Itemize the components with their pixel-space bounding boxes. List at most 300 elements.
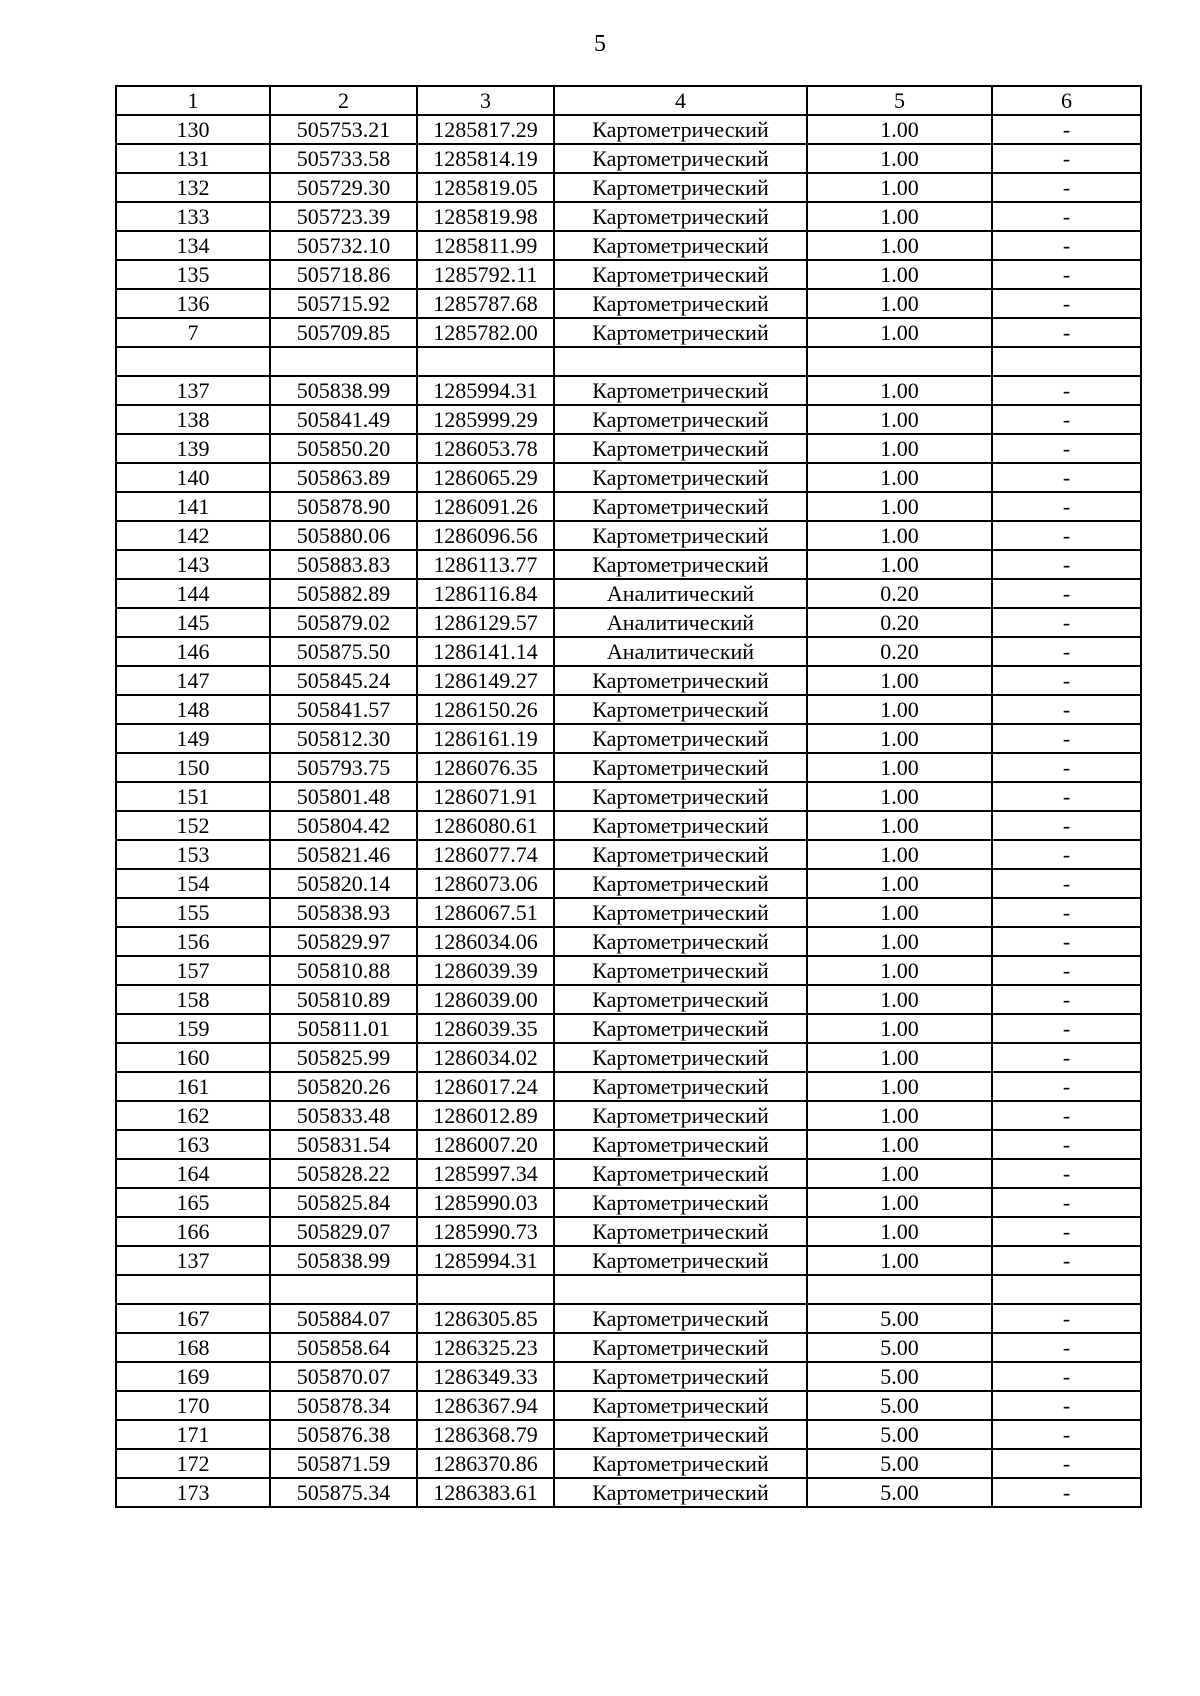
table-cell: 1.00 (807, 521, 992, 550)
table-cell: Картометрический (554, 173, 807, 202)
table-cell: Картометрический (554, 869, 807, 898)
table-cell: 7 (116, 318, 270, 347)
table-cell: 5.00 (807, 1391, 992, 1420)
header-cell: 5 (807, 86, 992, 115)
table-cell: 159 (116, 1014, 270, 1043)
table-row (116, 1130, 1141, 1159)
table-cell: 156 (116, 927, 270, 956)
table-row (116, 637, 1141, 666)
table-cell (270, 1275, 417, 1304)
table-cell: 1285811.99 (417, 231, 554, 260)
table-cell: 1286349.33 (417, 1362, 554, 1391)
table-cell: 505753.21 (270, 115, 417, 144)
table-cell: Аналитический (554, 579, 807, 608)
table-cell: - (992, 144, 1141, 173)
table-row (116, 1391, 1141, 1420)
table-cell: 142 (116, 521, 270, 550)
table-cell: Картометрический (554, 260, 807, 289)
table-row (116, 1072, 1141, 1101)
table-cell: - (992, 1072, 1141, 1101)
table-cell: 1286116.84 (417, 579, 554, 608)
table-cell: 5.00 (807, 1362, 992, 1391)
table-cell: 161 (116, 1072, 270, 1101)
table-cell: 1286073.06 (417, 869, 554, 898)
table-cell: - (992, 1391, 1141, 1420)
table-cell: 1.00 (807, 811, 992, 840)
table-cell: 505838.93 (270, 898, 417, 927)
table-row (116, 1304, 1141, 1333)
table-cell: 1285997.34 (417, 1159, 554, 1188)
table-cell: 1.00 (807, 1246, 992, 1275)
table-cell: 1286091.26 (417, 492, 554, 521)
table-row (116, 1014, 1141, 1043)
table-cell: 1.00 (807, 492, 992, 521)
table-cell: 1.00 (807, 1188, 992, 1217)
table-cell: 152 (116, 811, 270, 840)
table-row (116, 1188, 1141, 1217)
table-cell: 505878.34 (270, 1391, 417, 1420)
header-row (116, 86, 1141, 115)
table-cell: Картометрический (554, 1478, 807, 1507)
table-row (116, 521, 1141, 550)
table-cell: 1286034.06 (417, 927, 554, 956)
table-cell: 1286368.79 (417, 1420, 554, 1449)
table-cell: 1286305.85 (417, 1304, 554, 1333)
table-cell: 1.00 (807, 695, 992, 724)
table-cell: 154 (116, 869, 270, 898)
page-number: 5 (594, 31, 606, 57)
table-cell: 139 (116, 434, 270, 463)
coordinates-table (115, 85, 1142, 1508)
table-cell (807, 1275, 992, 1304)
table-cell: Картометрический (554, 1391, 807, 1420)
table-cell: 134 (116, 231, 270, 260)
table-cell: 505820.26 (270, 1072, 417, 1101)
table-cell: - (992, 173, 1141, 202)
table-row (116, 753, 1141, 782)
table-cell: 170 (116, 1391, 270, 1420)
table-cell (992, 347, 1141, 376)
table-cell: - (992, 492, 1141, 521)
table-cell: 505812.30 (270, 724, 417, 753)
table-cell: Картометрический (554, 1449, 807, 1478)
table-cell: Картометрический (554, 956, 807, 985)
table-cell: 1285814.19 (417, 144, 554, 173)
table-cell: Картометрический (554, 1246, 807, 1275)
table-cell (554, 347, 807, 376)
table-cell: 1.00 (807, 231, 992, 260)
table-cell: 1286039.00 (417, 985, 554, 1014)
table-row (116, 1478, 1141, 1507)
table-row (116, 927, 1141, 956)
table-cell: - (992, 1246, 1141, 1275)
table-cell: 505820.14 (270, 869, 417, 898)
table-cell: 1286065.29 (417, 463, 554, 492)
table-cell: 136 (116, 289, 270, 318)
table-cell: 1285819.05 (417, 173, 554, 202)
table-cell: 1286053.78 (417, 434, 554, 463)
table-cell: 1285792.11 (417, 260, 554, 289)
table-cell: - (992, 840, 1141, 869)
table-row (116, 1362, 1141, 1391)
table-cell (554, 1275, 807, 1304)
table-cell: 505879.02 (270, 608, 417, 637)
table-row (116, 144, 1141, 173)
table-cell: 505884.07 (270, 1304, 417, 1333)
table-cell: Картометрический (554, 376, 807, 405)
table-cell: 1285994.31 (417, 1246, 554, 1275)
table-row (116, 376, 1141, 405)
table-cell: 505718.86 (270, 260, 417, 289)
table-cell: 505801.48 (270, 782, 417, 811)
table-cell: - (992, 782, 1141, 811)
table-cell: - (992, 695, 1141, 724)
table-cell: 1285999.29 (417, 405, 554, 434)
table-row (116, 318, 1141, 347)
table-cell: Картометрический (554, 1304, 807, 1333)
table-cell: Картометрический (554, 521, 807, 550)
table-cell: 138 (116, 405, 270, 434)
table-cell: 132 (116, 173, 270, 202)
table-cell: 1286076.35 (417, 753, 554, 782)
table-row (116, 1246, 1141, 1275)
table-cell: 1.00 (807, 956, 992, 985)
table-cell: 1285990.03 (417, 1188, 554, 1217)
table-cell: 505876.38 (270, 1420, 417, 1449)
table-cell: 5.00 (807, 1333, 992, 1362)
table-cell: 137 (116, 1246, 270, 1275)
table-cell: Картометрический (554, 840, 807, 869)
table-cell: 1.00 (807, 463, 992, 492)
table-cell: 146 (116, 637, 270, 666)
table-cell: Картометрический (554, 231, 807, 260)
table-cell: - (992, 376, 1141, 405)
table-cell: 167 (116, 1304, 270, 1333)
table-cell: 1286325.23 (417, 1333, 554, 1362)
table-cell (270, 347, 417, 376)
table-cell: 1.00 (807, 1043, 992, 1072)
table-cell: Картометрический (554, 1072, 807, 1101)
table-row (116, 289, 1141, 318)
table-cell: 131 (116, 144, 270, 173)
table-cell: 1286039.35 (417, 1014, 554, 1043)
table-cell: 505811.01 (270, 1014, 417, 1043)
table-cell: - (992, 579, 1141, 608)
table-cell: 1.00 (807, 1072, 992, 1101)
table-cell: 168 (116, 1333, 270, 1362)
table-cell: 505715.92 (270, 289, 417, 318)
table-cell: - (992, 289, 1141, 318)
table-cell: 505870.07 (270, 1362, 417, 1391)
table-cell: - (992, 898, 1141, 927)
table-cell: Картометрический (554, 1333, 807, 1362)
table-cell: 505729.30 (270, 173, 417, 202)
table-cell: - (992, 1217, 1141, 1246)
table-cell: 1286039.39 (417, 956, 554, 985)
table-cell: 173 (116, 1478, 270, 1507)
table-cell (417, 1275, 554, 1304)
table-cell: 505882.89 (270, 579, 417, 608)
table-cell: 505828.22 (270, 1159, 417, 1188)
table-cell: Аналитический (554, 608, 807, 637)
table-cell: Картометрический (554, 318, 807, 347)
table-cell: 1.00 (807, 318, 992, 347)
table-cell: Картометрический (554, 753, 807, 782)
table-cell: 505871.59 (270, 1449, 417, 1478)
table-cell: 1.00 (807, 898, 992, 927)
table-cell: 151 (116, 782, 270, 811)
table-cell: 5.00 (807, 1478, 992, 1507)
table-cell: - (992, 1333, 1141, 1362)
table-cell: Картометрический (554, 463, 807, 492)
table-cell: 505709.85 (270, 318, 417, 347)
table-cell: Картометрический (554, 1420, 807, 1449)
table-cell: 1286150.26 (417, 695, 554, 724)
table-cell: 505850.20 (270, 434, 417, 463)
table-cell: 1.00 (807, 985, 992, 1014)
table-cell: 1.00 (807, 753, 992, 782)
table-cell: Картометрический (554, 1217, 807, 1246)
table-cell: 505821.46 (270, 840, 417, 869)
table-cell: - (992, 608, 1141, 637)
table-cell: 1286071.91 (417, 782, 554, 811)
table-cell: - (992, 724, 1141, 753)
table-cell: 150 (116, 753, 270, 782)
table-body (116, 115, 1141, 1507)
table-row (116, 434, 1141, 463)
table-cell: - (992, 985, 1141, 1014)
table-cell: 505829.97 (270, 927, 417, 956)
table-cell: - (992, 927, 1141, 956)
table-row (116, 492, 1141, 521)
table-cell: 505810.88 (270, 956, 417, 985)
table-cell: Картометрический (554, 1101, 807, 1130)
table-cell: 505845.24 (270, 666, 417, 695)
table-cell: - (992, 463, 1141, 492)
table-cell: 505841.49 (270, 405, 417, 434)
table-cell: Картометрический (554, 1159, 807, 1188)
table-cell: 1285994.31 (417, 376, 554, 405)
table-cell: 505733.58 (270, 144, 417, 173)
table-cell: 1286012.89 (417, 1101, 554, 1130)
table-cell: Картометрический (554, 666, 807, 695)
table-cell: Аналитический (554, 637, 807, 666)
table-cell: 1286096.56 (417, 521, 554, 550)
table-cell: 505831.54 (270, 1130, 417, 1159)
table-cell: - (992, 811, 1141, 840)
table-cell: 162 (116, 1101, 270, 1130)
table-cell: 505793.75 (270, 753, 417, 782)
table-cell (116, 347, 270, 376)
table-cell: 5.00 (807, 1420, 992, 1449)
table-cell: - (992, 434, 1141, 463)
table-cell: 1.00 (807, 869, 992, 898)
table-cell: 1.00 (807, 144, 992, 173)
table-cell: 135 (116, 260, 270, 289)
table-cell: Картометрический (554, 927, 807, 956)
table-cell: 1286370.86 (417, 1449, 554, 1478)
table-cell: 1285817.29 (417, 115, 554, 144)
table-cell: - (992, 115, 1141, 144)
table-cell: Картометрический (554, 898, 807, 927)
table-cell: 0.20 (807, 608, 992, 637)
table-row (116, 463, 1141, 492)
table-cell: 1.00 (807, 927, 992, 956)
table-cell: Картометрический (554, 1043, 807, 1072)
table-cell: 1.00 (807, 376, 992, 405)
table-row (116, 811, 1141, 840)
table-cell: 145 (116, 608, 270, 637)
table-cell: - (992, 1478, 1141, 1507)
table-cell: 153 (116, 840, 270, 869)
table-cell: 5.00 (807, 1304, 992, 1333)
table-cell: Картометрический (554, 985, 807, 1014)
table-cell: - (992, 1449, 1141, 1478)
table-cell: 1.00 (807, 550, 992, 579)
table-cell: - (992, 1304, 1141, 1333)
table-row (116, 956, 1141, 985)
table-cell: 1.00 (807, 173, 992, 202)
table-cell: - (992, 666, 1141, 695)
table-cell: 505804.42 (270, 811, 417, 840)
table-row (116, 550, 1141, 579)
table-cell: - (992, 202, 1141, 231)
table-cell: 164 (116, 1159, 270, 1188)
table-cell: - (992, 1014, 1141, 1043)
table-row (116, 1217, 1141, 1246)
table-cell: Картометрический (554, 782, 807, 811)
table-cell: 144 (116, 579, 270, 608)
table-cell: 505878.90 (270, 492, 417, 521)
table-cell: 505875.50 (270, 637, 417, 666)
table-cell: Картометрический (554, 1188, 807, 1217)
table-cell: - (992, 231, 1141, 260)
table-cell: 1.00 (807, 1217, 992, 1246)
table-row (116, 782, 1141, 811)
table-cell: Картометрический (554, 405, 807, 434)
table-cell: 149 (116, 724, 270, 753)
table-row (116, 898, 1141, 927)
table-cell: - (992, 1420, 1141, 1449)
table-row (116, 1333, 1141, 1362)
table-cell: 1286017.24 (417, 1072, 554, 1101)
table-row (116, 1420, 1141, 1449)
table-cell: 1.00 (807, 202, 992, 231)
table-cell: 137 (116, 376, 270, 405)
table-cell: 1286367.94 (417, 1391, 554, 1420)
header-cell: 6 (992, 86, 1141, 115)
table-cell: Картометрический (554, 115, 807, 144)
table-cell (992, 1275, 1141, 1304)
table-row (116, 405, 1141, 434)
table-cell: 1.00 (807, 840, 992, 869)
table-row (116, 666, 1141, 695)
table-cell: 1285782.00 (417, 318, 554, 347)
table-row (116, 869, 1141, 898)
header-cell: 1 (116, 86, 270, 115)
table-cell: - (992, 1188, 1141, 1217)
table-cell: 158 (116, 985, 270, 1014)
table-cell: 1.00 (807, 405, 992, 434)
table-cell: 505810.89 (270, 985, 417, 1014)
table-cell: - (992, 1101, 1141, 1130)
table-cell: 1286141.14 (417, 637, 554, 666)
table-cell: 143 (116, 550, 270, 579)
table-cell (417, 347, 554, 376)
table-cell: 1.00 (807, 1159, 992, 1188)
table-row (116, 1449, 1141, 1478)
table-cell: 505858.64 (270, 1333, 417, 1362)
table-cell: 140 (116, 463, 270, 492)
table-row (116, 231, 1141, 260)
table-cell: - (992, 550, 1141, 579)
table-row (116, 347, 1141, 376)
table-cell: 505838.99 (270, 376, 417, 405)
table-row (116, 840, 1141, 869)
table-cell: 1.00 (807, 115, 992, 144)
table-cell: 1286383.61 (417, 1478, 554, 1507)
table-cell: 1285787.68 (417, 289, 554, 318)
table-cell: Картометрический (554, 550, 807, 579)
table-cell: 1.00 (807, 1101, 992, 1130)
table-row (116, 115, 1141, 144)
table-cell: 133 (116, 202, 270, 231)
table-cell: 1.00 (807, 1014, 992, 1043)
table-row (116, 724, 1141, 753)
table-row (116, 1275, 1141, 1304)
table-cell: 1.00 (807, 724, 992, 753)
table-cell: 141 (116, 492, 270, 521)
table-cell: 505838.99 (270, 1246, 417, 1275)
table-cell: - (992, 753, 1141, 782)
table-cell: Картометрический (554, 434, 807, 463)
table-cell: - (992, 1043, 1141, 1072)
table-cell: 1.00 (807, 1130, 992, 1159)
table-cell: - (992, 1130, 1141, 1159)
table-cell: Картометрический (554, 289, 807, 318)
table-cell: 1285990.73 (417, 1217, 554, 1246)
table-cell: 147 (116, 666, 270, 695)
header-cell: 2 (270, 86, 417, 115)
table-row (116, 1159, 1141, 1188)
table-cell: Картометрический (554, 1130, 807, 1159)
table-cell: 505829.07 (270, 1217, 417, 1246)
table-cell: - (992, 869, 1141, 898)
table-cell: 1286129.57 (417, 608, 554, 637)
table-cell: Картометрический (554, 492, 807, 521)
table-cell: 163 (116, 1130, 270, 1159)
table-cell: 1.00 (807, 260, 992, 289)
table-cell: Картометрический (554, 144, 807, 173)
table-cell: Картометрический (554, 811, 807, 840)
table-cell: - (992, 260, 1141, 289)
table-cell: 505880.06 (270, 521, 417, 550)
table-cell: 1286149.27 (417, 666, 554, 695)
table-cell: 1.00 (807, 782, 992, 811)
table-cell: 1286067.51 (417, 898, 554, 927)
table-cell: - (992, 1159, 1141, 1188)
table-row (116, 1101, 1141, 1130)
table-row (116, 202, 1141, 231)
table-cell: 505863.89 (270, 463, 417, 492)
table-row (116, 985, 1141, 1014)
table-cell: - (992, 956, 1141, 985)
table-cell: 1286161.19 (417, 724, 554, 753)
table-cell: 1.00 (807, 289, 992, 318)
table-cell: Картометрический (554, 695, 807, 724)
table-cell: 505833.48 (270, 1101, 417, 1130)
table-cell: 155 (116, 898, 270, 927)
